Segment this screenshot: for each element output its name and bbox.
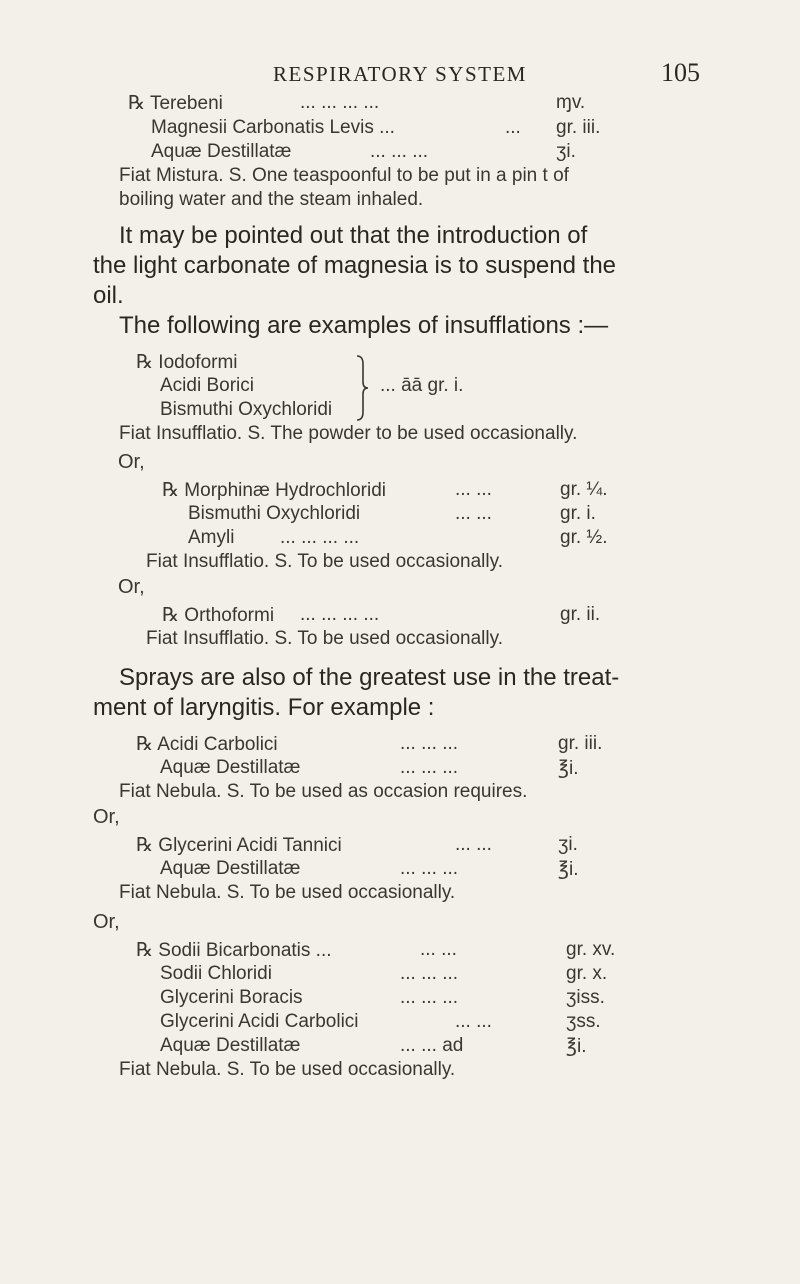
or-label: Or, [118,576,145,598]
rx-instruction: Fiat Insufflatio. S. The powder to be used occasionally. [119,423,578,444]
body-text: the light carbonate of magnesia is to suspend the [93,252,617,279]
running-header [0,58,800,87]
rx-instruction: Fiat Nebula. S. To be used occasionally. [119,882,456,903]
rx-instruction: Fiat Mistura. S. One teaspoonful to be put in a pin t of [119,165,569,186]
body-text: ment of laryngitis. For example : [93,694,435,721]
or-label: Or, [118,451,145,473]
rx-line: ℞ Terebeni [128,93,223,114]
rx-line: Aquæ Destillatæ [151,141,292,162]
or-label: Or, [93,806,120,828]
rx-instruction: Fiat Nebula. S. To be used as occasion requires. [119,781,528,802]
body-text: The following are examples of insufflations :— [119,312,609,339]
rx-line: Magnesii Carbonatis Levis ... [151,117,395,138]
body-text: It may be pointed out that the introduction of [119,222,588,249]
page-number: 105 [661,58,700,87]
rx-instruction: Fiat Insufflatio. S. To be used occasionally. [146,628,503,649]
rx-instruction: Fiat Insufflatio. S. To be used occasionally. [146,551,503,572]
body-text: Sprays are also of the greatest use in the treat- [119,664,620,691]
rx-instruction: boiling water and the steam inhaled. [119,189,424,210]
book-page: RESPIRATORY SYSTEM 105 ℞ Terebeni ... ... ... ... ɱv. Magnesii Carbonatis Levis ... ... gr. iii. Aquæ Destillatæ ... ... ... ʒi. Fiat Mistura. S. One teaspoonful to be put in a pin t of boiling water and the steam inhaled. It may be pointed out that the introduction of the light carbonate of magnesia is to suspend the oil. The following are examples of insufflations :— ℞ Iodoformi Acidi Borici Bismuthi Oxychloridi ... āā gr. i. Fiat Insufflatio. S. The powder to be used occasionally. Or, ℞ Morphinæ Hydrochloridi ... ... gr. ¼. Bismuthi Oxychloridi ... ... gr. i. Amyli ... ... ... ... gr. ½. Fiat Insufflatio. S. To be used occasionally. Or, ℞ Orthoformi ... ... ... ... gr. ii. Fiat Insufflatio. S. To be used occasionally. Sprays are also of the greatest use in the treat- ment of laryngitis. For example : ℞ Acidi Carbolici ... ... ... gr. iii. Aquæ Destillatæ ... ... ... ℥i. Fiat Nebula. S. To be used as occasion requires. Or, ℞ Glycerini Acidi Tannici ... ... ʒi. Aquæ Destillatæ ... ... ... ℥i. Fiat Nebula. S. To be used occasionally. Or, ℞ Sodii Bicarbonatis ... ... ... gr. xv. Sodii Chloridi ... ... ... gr. x. Glycerini Boracis ... ... ... ʒiss. Glycerini Acidi Carbolici ... ... ʒss. Aquæ Destillatæ ... ... ad ℥i. Fiat Nebula. S. To be used occasionally. [0,0,800,1284]
rx-instruction: Fiat Nebula. S. To be used occasionally. [119,1059,456,1080]
brace-icon [355,354,369,422]
or-label: Or, [93,911,120,933]
body-text: oil. [93,282,124,309]
header-title: RESPIRATORY SYSTEM [273,62,527,86]
